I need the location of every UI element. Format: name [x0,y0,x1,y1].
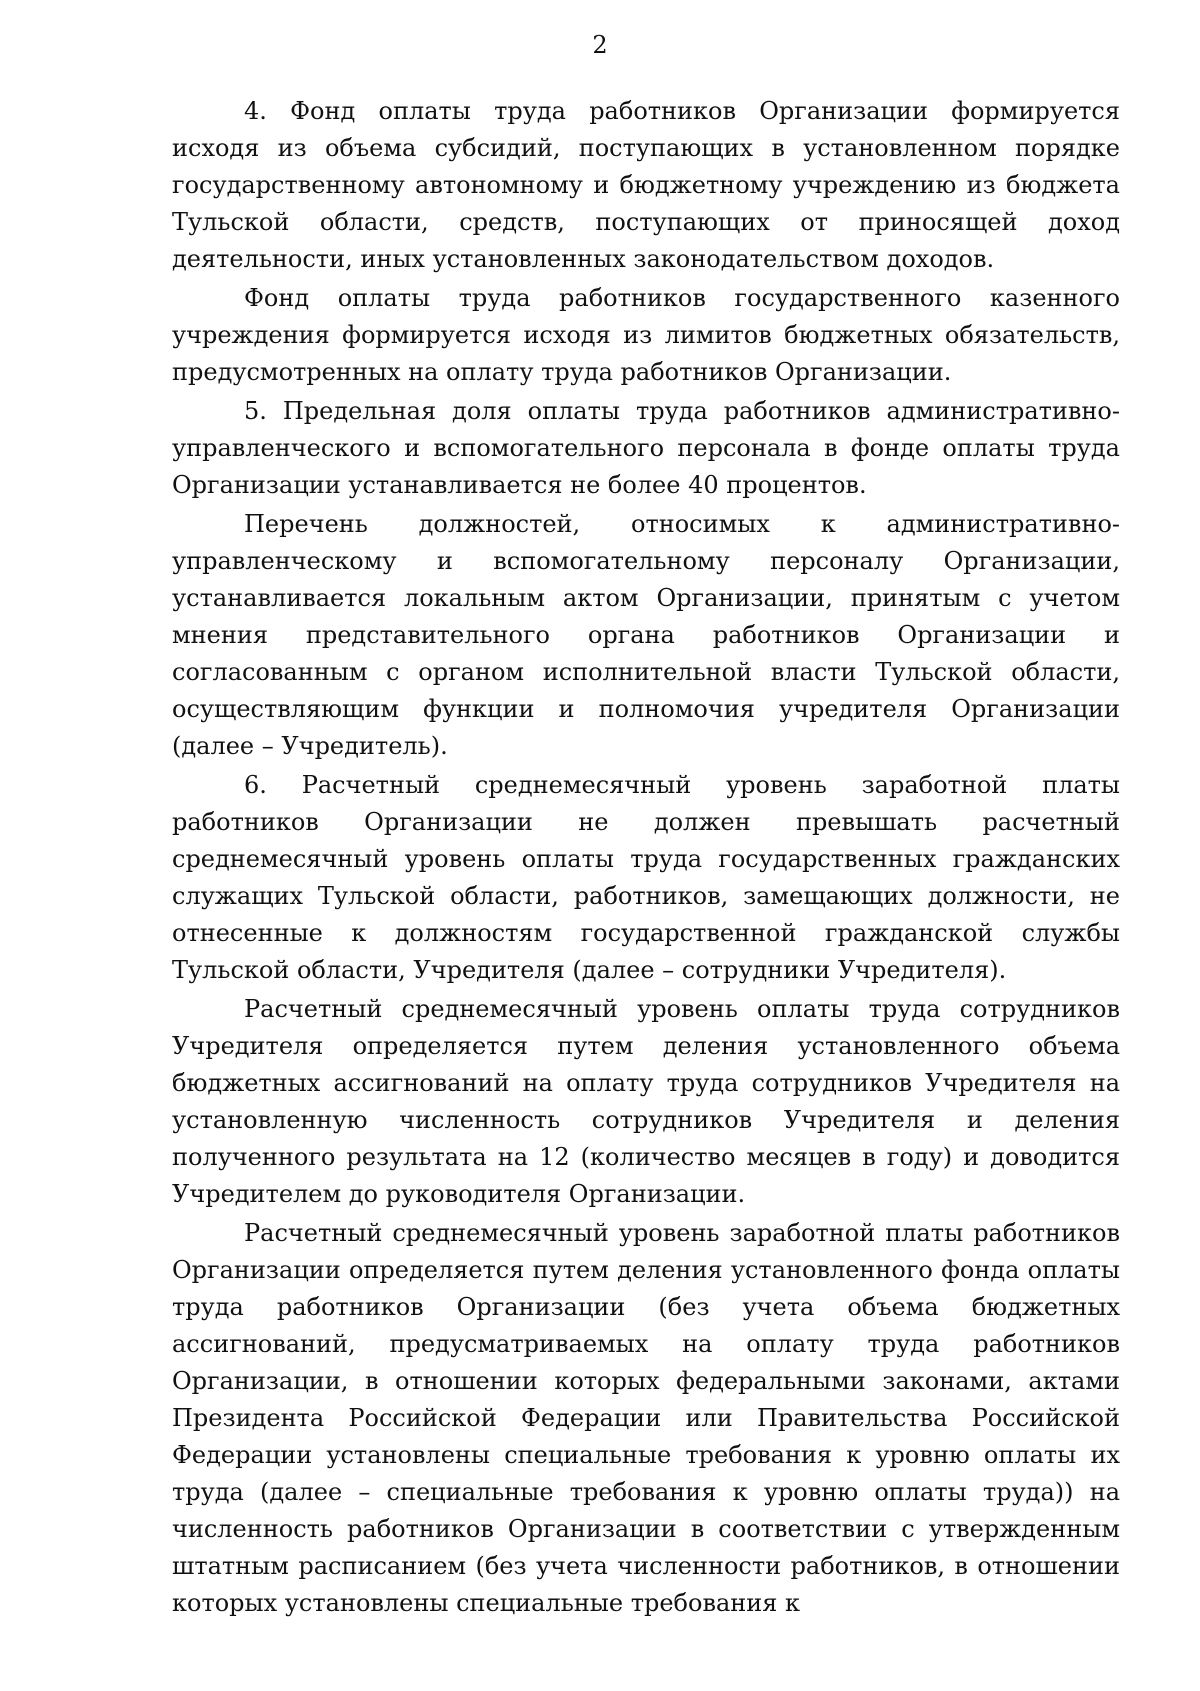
page-number: 2 [592,31,608,59]
paragraph-3: 5. Предельная доля оплаты труда работников административно-управленческого и вспомогательного персонала в фонде оплаты труда Организации устанавливается не более 40 процентов. [172,397,1120,499]
paragraph-2: Фонд оплаты труда работников государственного казенного учреждения формируется исходя из лимитов бюджетных обязательств, предусмотренных на оплату труда работников Организации. [172,284,1120,386]
paragraph-6: Расчетный среднемесячный уровень оплаты труда сотрудников Учредителя определяется путем деления установленного объема бюджетных ассигнований на оплату труда сотрудников Учредителя на установленную численность сотрудников Учредителя и деления полученного результата на 12 (количество месяцев в году) и доводится Учредителем до руководителя Организации. [172,995,1120,1208]
paragraph-7: Расчетный среднемесячный уровень заработной платы работников Организации определяется путем деления установленного фонда оплаты труда работников Организации (без учета объема бюджетных ассигнований, предусматриваемых на оплату труда работников Организации, в отношении которых федеральными законами, актами Президента Российской Федерации или Правительства Российской Федерации установлены специальные требования к уровню оплаты их труда (далее – специальные требования к уровню оплаты труда)) на численность работников Организации в соответствии с утвержденным штатным расписанием (без учета численности работников, в отношении которых установлены специальные требования к [172,1219,1120,1617]
paragraph-5: 6. Расчетный среднемесячный уровень заработной платы работников Организации не должен превышать расчетный среднемесячный уровень оплаты труда государственных гражданских служащих Тульской области, работников, замещающих должности, не отнесенные к должностям государственной гражданской службы Тульской области, Учредителя (далее – сотрудники Учредителя). [172,771,1120,984]
document-body [172,93,1120,1622]
paragraph-1: 4. Фонд оплаты труда работников Организации формируется исходя из объема субсидий, поступающих в установленном порядке государственному автономному и бюджетному учреждению из бюджета Тульской области, средств, поступающих от приносящей доход деятельности, иных установленных законодательством доходов. [172,97,1120,273]
paragraph-4: Перечень должностей, относимых к административно-управленческому и вспомогательному персоналу Организации, устанавливается локальным актом Организации, принятым с учетом мнения представительного органа работников Организации и согласованным с органом исполнительной власти Тульской области, осуществляющим функции и полномочия учредителя Организации (далее – Учредитель). [172,510,1120,760]
